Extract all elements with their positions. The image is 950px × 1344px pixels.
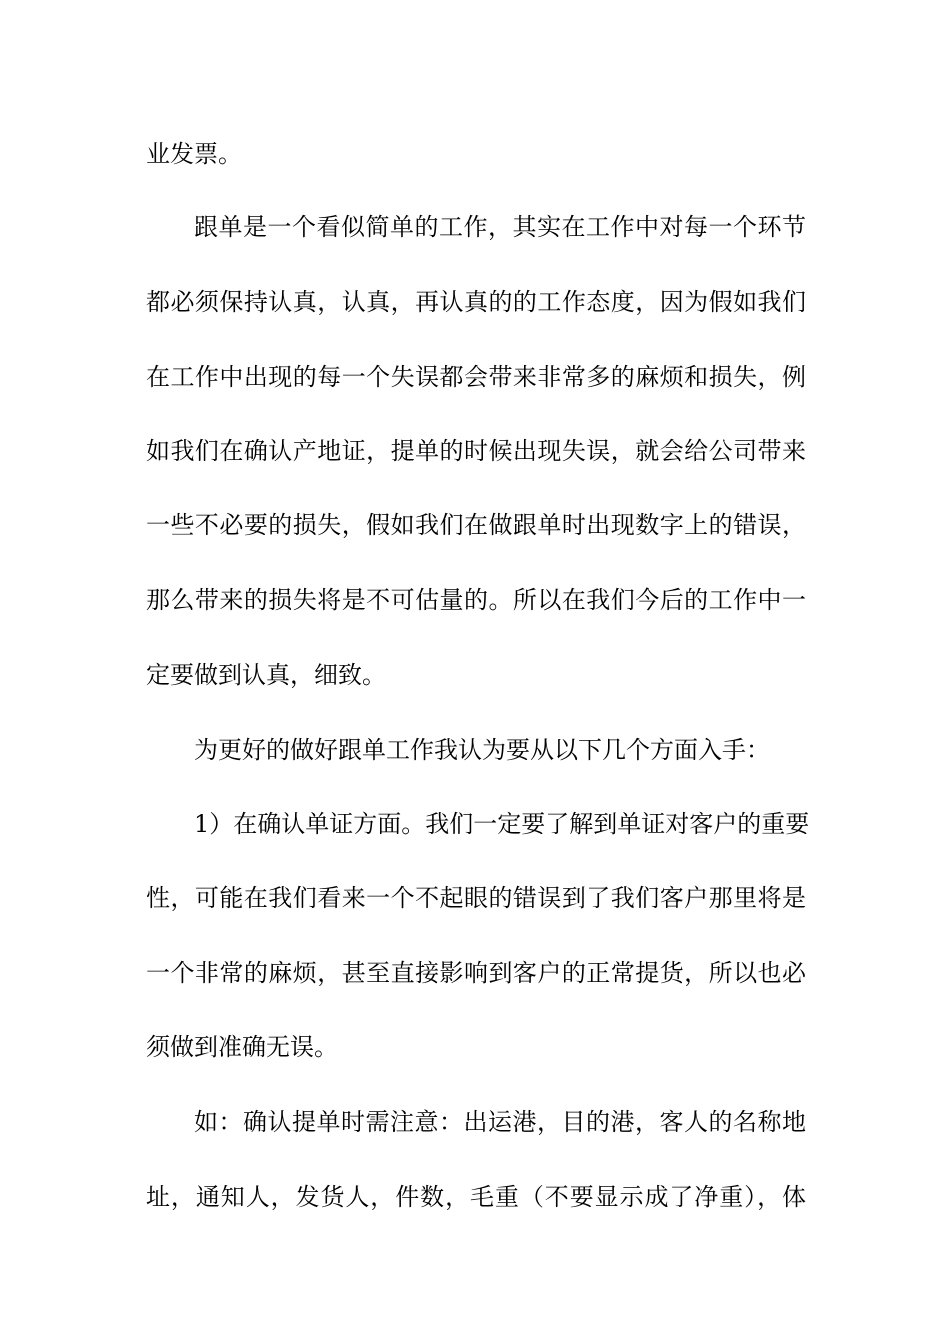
text-line: 定要做到认真，细致。 [146,661,386,689]
text-line: 如我们在确认产地证，提单的时候出现失误，就会给公司带来 [146,437,806,465]
text-line: 业发票。 [146,140,242,168]
text-line: 在工作中出现的每一个失误都会带来非常多的麻烦和损失，例 [146,363,806,391]
text-line: 一些不必要的损失，假如我们在做跟单时出现数字上的错误， [146,511,806,539]
text-line: 都必须保持认真，认真，再认真的的工作态度，因为假如我们 [146,288,806,316]
paragraph-first-line: 跟单是一个看似简单的工作，其实在工作中对每一个环节 [194,213,806,241]
paragraph-first-line: 1）在确认单证方面。我们一定要了解到单证对客户的重要 [194,810,810,838]
paragraph-first-line: 如：确认提单时需注意：出运港，目的港，客人的名称地 [194,1108,806,1136]
text-line: 须做到准确无误。 [146,1033,338,1061]
text-line: 一个非常的麻烦，甚至直接影响到客户的正常提货，所以也必 [146,959,806,987]
text-line: 那么带来的损失将是不可估量的。所以在我们今后的工作中一 [146,586,806,614]
text-line: 性，可能在我们看来一个不起眼的错误到了我们客户那里将是 [146,884,806,912]
paragraph-first-line: 为更好的做好跟单工作我认为要从以下几个方面入手： [194,736,770,764]
text-line: 址，通知人，发货人，件数，毛重（不要显示成了净重），体 [146,1183,806,1211]
